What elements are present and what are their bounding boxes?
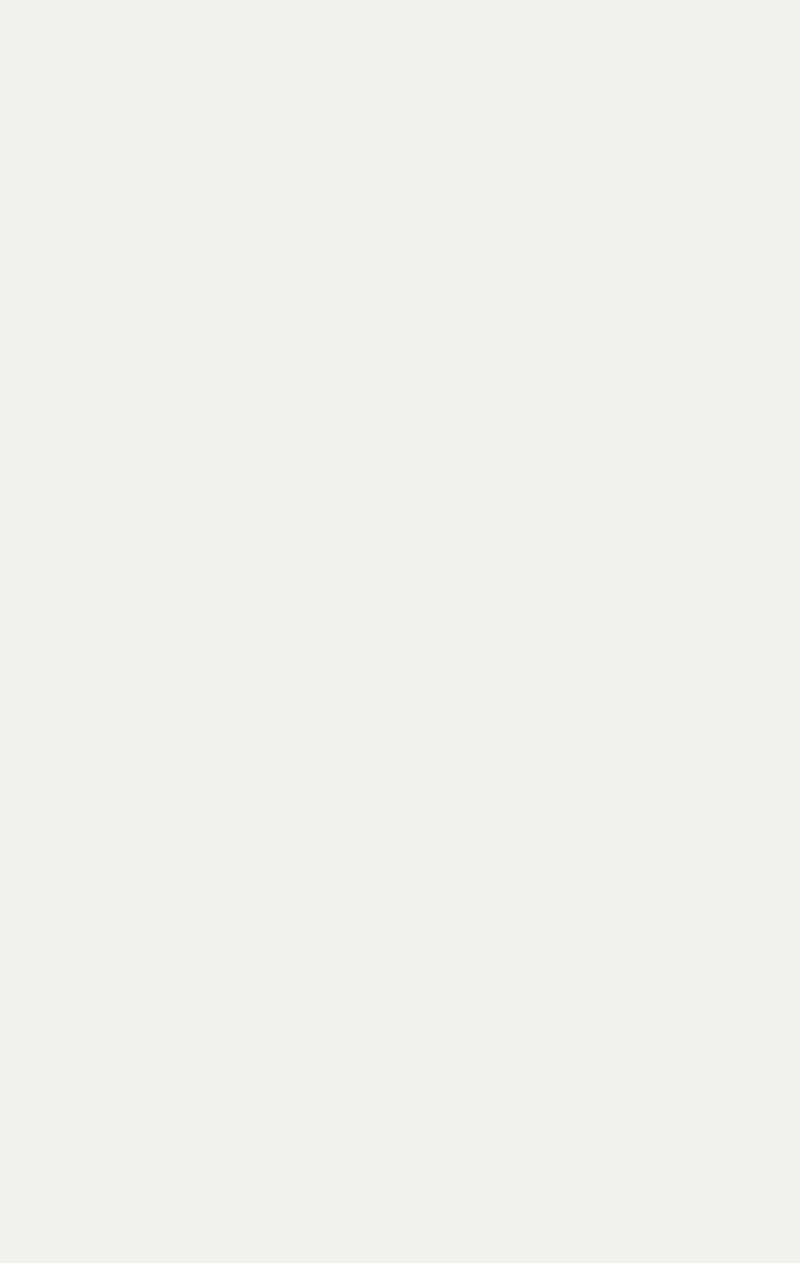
running-header xyxy=(0,36,800,60)
